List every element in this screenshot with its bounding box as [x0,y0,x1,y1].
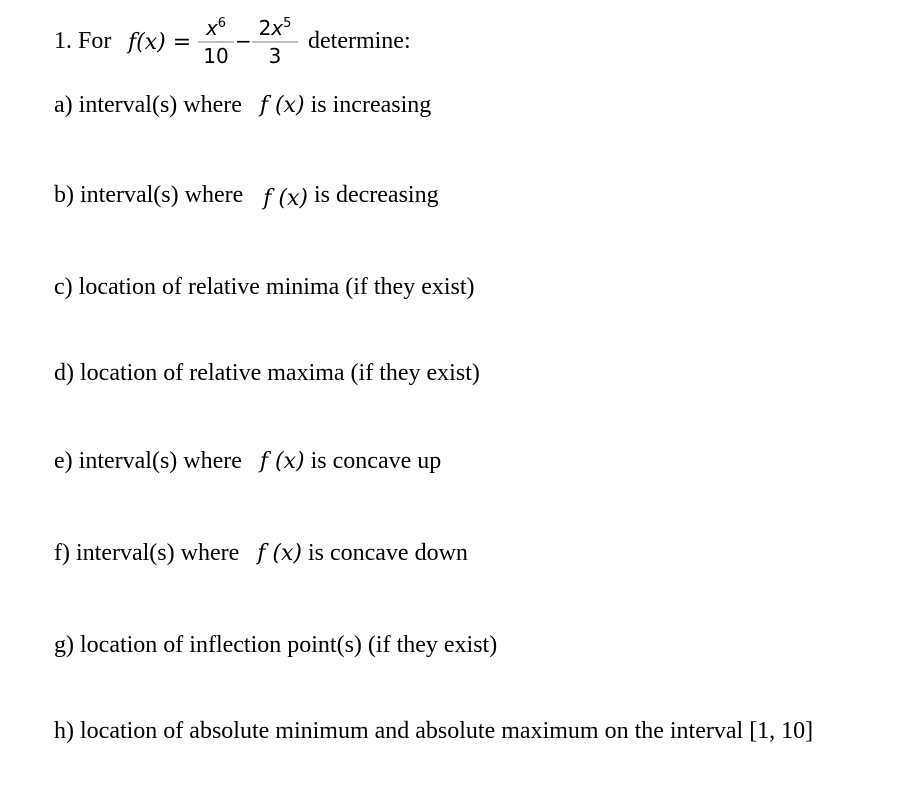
problem-header [54,12,854,78]
part-c: c) location of relative minima (if they exist) [54,274,475,300]
part-g: g) location of inflection point(s) (if they exist) [54,632,498,658]
part-a-function: f (x) [259,93,305,118]
fraction2-numerator [252,12,298,40]
instruction-text: determine: [308,28,411,54]
part-f-function: f (x) [257,541,302,566]
part-f [54,538,468,569]
part-b-suffix: is decreasing [313,182,439,208]
part-d: d) location of relative maxima (if they exist) [54,360,480,386]
part-a-suffix: is increasing [310,92,432,118]
fraction2-bar [252,41,298,43]
fraction1-denominator: 10 [203,44,229,68]
part-f-prefix: f) interval(s) where [54,540,240,566]
part-a [54,90,431,121]
part-e-function: f (x) [259,449,305,474]
part-h: h) location of absolute minimum and absolute maximum on the interval [1, 10] [54,718,814,744]
fraction1-numerator-var: x [205,16,218,40]
fraction2-numerator-coef: 2 [258,16,272,40]
minus-sign: − [235,29,252,53]
part-b-function: f (x) [263,186,308,211]
fraction2-numerator-exp: 5 [283,16,292,31]
fraction-2x5-over-3 [252,12,298,68]
function-lhs: f(x) = [128,30,192,55]
part-e-prefix: e) interval(s) where [54,448,242,474]
problem-number-label: 1. For [54,28,112,54]
part-b [54,180,439,211]
part-f-suffix: is concave down [307,540,468,566]
part-e-suffix: is concave up [310,448,442,474]
fraction1-numerator-exp: 6 [217,16,227,31]
part-b-prefix: b) interval(s) where [54,182,244,208]
fraction1-numerator [198,12,234,40]
fraction1-bar [198,41,234,43]
fraction-x6-over-10 [198,12,234,68]
fraction2-numerator-var: x [271,16,284,40]
part-a-prefix: a) interval(s) where [54,92,242,118]
fraction2-denominator: 3 [268,44,282,68]
part-e [54,446,441,477]
